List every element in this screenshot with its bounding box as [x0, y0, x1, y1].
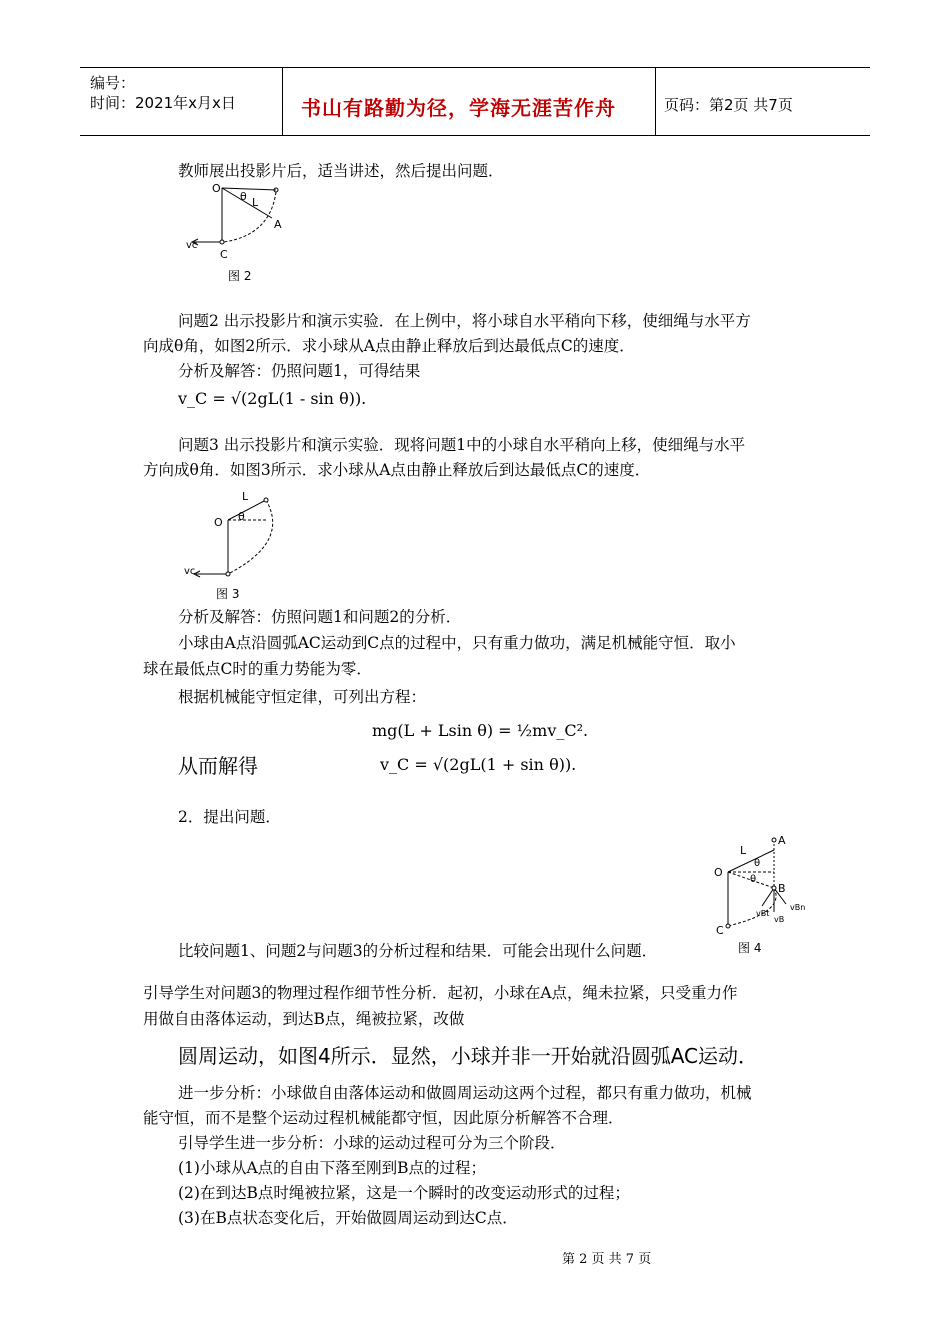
figure-4-label-o: O [714, 866, 723, 879]
header-divider-right [655, 67, 656, 136]
paragraph-energy-line2: 球在最低点C时的重力势能为零． [143, 660, 372, 678]
header-top-rule [80, 67, 870, 68]
figure-4-label-c: C [716, 924, 724, 937]
header-motto: 书山有路勤为径，学海无涯苦作舟 [301, 96, 616, 120]
header-bottom-rule [80, 135, 870, 136]
paragraph-question3-line1: 问题3 出示投影片和演示实验．现将问题1中的小球自水平稍向上移，使细绳与水平 [178, 436, 746, 454]
formula-vc-2: v_C = √(2gL(1 + sin θ)). [380, 755, 577, 774]
formula-vc-1: v_C = √(2gL(1 - sin θ)). [178, 389, 367, 408]
figure-2-label-theta: θ [240, 190, 247, 203]
paragraph-guide-line2: 用做自由落体运动，到达B点，绳被拉紧，改做 [143, 1010, 465, 1028]
figure-2-label-l: L [252, 196, 259, 209]
figure-4-label-vbt: vBt [756, 909, 770, 918]
figure-3-label-o: O [214, 516, 223, 529]
paragraph-question3-line2: 方向成θ角．如图3所示．求小球从A点由静止释放后到达最低点C的速度． [143, 461, 651, 479]
paragraph-stage-2: (2)在到达B点时绳被拉紧，这是一个瞬时的改变运动形式的过程； [178, 1184, 630, 1202]
figure-4-label-a: A [778, 834, 786, 847]
figure-2-label-vc: vc [186, 240, 198, 251]
paragraph-equation-intro: 根据机械能守恒定律，可列出方程： [178, 688, 427, 706]
paragraph-stage-3: (3)在B点状态变化后，开始做圆周运动到达C点． [178, 1209, 518, 1227]
paragraph-further-line2: 能守恒，而不是整个运动过程机械能都守恒，因此原分析解答不合理． [143, 1109, 624, 1127]
paragraph-intro: 教师展出投影片后，适当讲述，然后提出问题． [178, 162, 504, 180]
figure-2-diagram [180, 180, 300, 288]
figure-3-caption: 图 3 [216, 587, 240, 601]
figure-4-label-theta-1: θ [754, 858, 761, 869]
paragraph-energy-line1: 小球由A点沿圆弧AC运动到C点的过程中，只有重力做功，满足机械能守恒．取小 [178, 634, 736, 652]
figure-2-label-c: C [220, 248, 228, 261]
header-id-label: 编号： [90, 74, 136, 92]
figure-3-label-vc: vc [184, 566, 196, 577]
footer-page-number: 第 2 页 共 7 页 [562, 1252, 652, 1267]
paragraph-guide-line1: 引导学生对问题3的物理过程作细节性分析．起初，小球在A点，绳未拉紧，只受重力作 [143, 984, 738, 1002]
figure-3-label-l: L [242, 490, 249, 503]
paragraph-question2-line1: 问题2 出示投影片和演示实验．在上例中，将小球自水平稍向下移，使细绳与水平方 [178, 312, 751, 330]
figure-3-label-theta: θ [238, 510, 245, 523]
paragraph-compare: 比较问题1、问题2与问题3的分析过程和结果．可能会出现什么问题． [178, 942, 658, 960]
header-divider-left [282, 67, 283, 136]
paragraph-analysis2: 分析及解答：仿照问题1和问题2的分析． [178, 608, 462, 626]
paragraph-further-line1: 进一步分析：小球做自由落体运动和做圆周运动这两个过程，都只有重力做功，机械 [178, 1084, 752, 1102]
paragraph-stage-1: (1)小球从A点的自由下落至刚到B点的过程； [178, 1159, 487, 1177]
paragraph-raise-question: 2．提出问题． [178, 808, 281, 826]
figure-2-caption: 图 2 [228, 269, 252, 283]
figure-4-label-l: L [740, 844, 747, 857]
paragraph-question2-line2: 向成θ角，如图2所示．求小球从A点由静止释放后到达最低点C的速度． [143, 337, 635, 355]
paragraph-circular-motion: 圆周运动，如图4所示．显然，小球并非一开始就沿圆弧AC运动． [178, 1044, 759, 1068]
paragraph-stages-intro: 引导学生进一步分析：小球的运动过程可分为三个阶段． [178, 1134, 566, 1152]
paragraph-solve: 从而解得 [178, 754, 258, 778]
figure-4-label-vb: vB [774, 915, 785, 924]
figure-4-diagram [710, 830, 830, 958]
paragraph-analysis1: 分析及解答：仍照问题1，可得结果 [178, 362, 421, 380]
figure-4-label-b: B [778, 882, 786, 895]
figure-3-diagram [180, 482, 300, 604]
header-time-label: 时间：2021年x月x日 [90, 94, 236, 112]
figure-4-label-theta-2: θ [750, 874, 757, 885]
figure-4-caption: 图 4 [738, 941, 762, 955]
figure-4-label-vbn: vBn [790, 903, 806, 912]
formula-energy: mg(L + Lsin θ) = ½mv_C². [372, 721, 589, 740]
figure-2-label-a: A [274, 218, 282, 231]
figure-2-label-o: O [212, 182, 221, 195]
header-page-code: 页码：第2页 共7页 [664, 96, 793, 114]
